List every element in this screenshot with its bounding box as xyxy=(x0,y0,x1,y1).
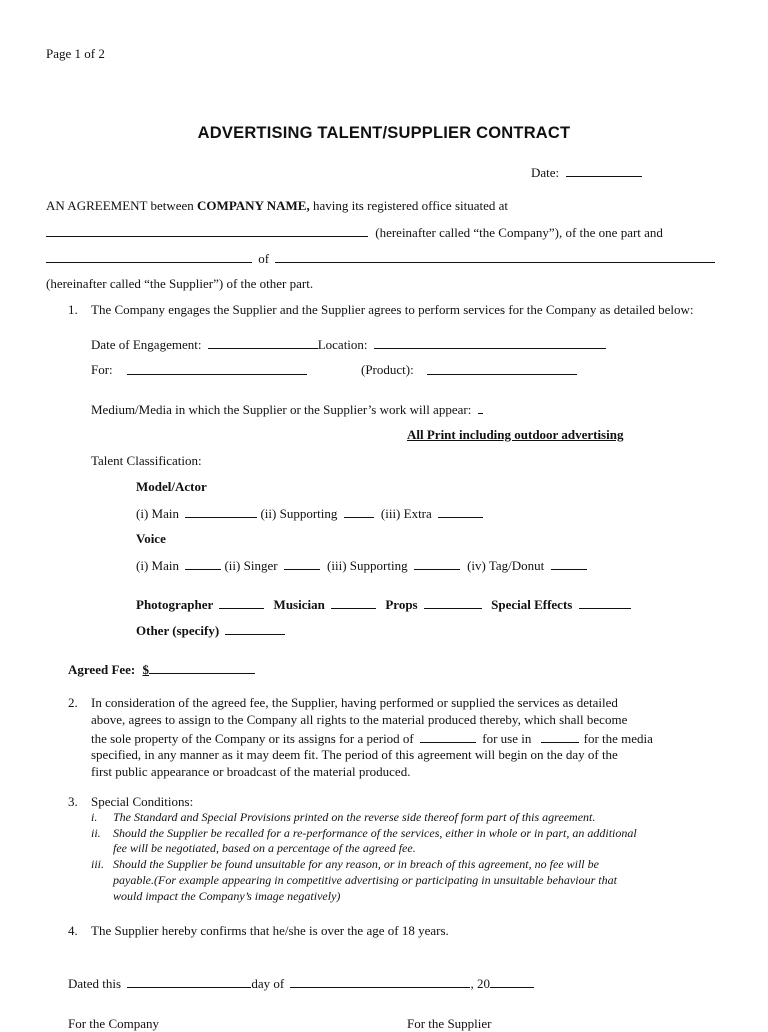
clause-2-line-1: In consideration of the agreed fee, the Supplier, having performed or supplied the services as detailed xyxy=(91,695,618,710)
date-of-engagement-blank[interactable] xyxy=(208,336,318,349)
model-supporting-blank[interactable] xyxy=(344,505,374,518)
model-main-blank[interactable] xyxy=(185,505,257,518)
clause-4-text: The Supplier hereby confirms that he/she is over the age of 18 years. xyxy=(91,923,449,938)
company-address-row xyxy=(46,224,663,241)
period-blank[interactable] xyxy=(420,730,476,743)
dated-month-blank[interactable] xyxy=(290,975,470,988)
product-blank[interactable] xyxy=(427,362,577,375)
use-in-blank[interactable] xyxy=(541,730,579,743)
special-effects-label: Special Effects xyxy=(491,597,573,612)
for-company-label: For the Company xyxy=(68,1016,159,1031)
voice-heading: Voice xyxy=(136,531,166,546)
clause-2-media-text: for the media xyxy=(583,731,653,746)
intro-text: AN AGREEMENT between xyxy=(46,198,198,213)
dated-day-blank[interactable] xyxy=(127,975,251,988)
voice-supporting-blank[interactable] xyxy=(414,557,460,570)
clause-2-line-5: first public appearance or broadcast of the material produced. xyxy=(91,764,411,779)
special-conditions-heading: Special Conditions: xyxy=(91,794,194,809)
location-label: Location: xyxy=(317,337,368,352)
model-main-label: (i) Main xyxy=(136,506,179,521)
model-actor-row xyxy=(136,505,483,522)
model-extra-blank[interactable] xyxy=(438,505,483,518)
dated-year-blank[interactable] xyxy=(490,975,534,988)
voice-tag-label: (iv) Tag/Donut xyxy=(467,558,545,573)
other-specify-blank[interactable] xyxy=(225,622,285,635)
company-called-text: (hereinafter called “the Company”), of the one part and xyxy=(375,225,663,240)
clause-2-line-4: specified, in any manner as it may deem fit. The period of this agreement will begin on the day of the xyxy=(91,747,618,762)
supplier-called-text: (hereinafter called “the Supplier”) of the other part. xyxy=(46,276,314,291)
voice-main-blank[interactable] xyxy=(185,557,221,570)
medium-row xyxy=(91,401,483,418)
voice-tag-blank[interactable] xyxy=(551,557,587,570)
medium-label: Medium/Media in which the Supplier or the Supplier’s work will appear: xyxy=(91,402,472,417)
model-supporting-label: (ii) Supporting xyxy=(260,506,338,521)
page-number: Page 1 of 2 xyxy=(46,46,105,61)
medium-blank[interactable] xyxy=(478,401,483,414)
voice-singer-blank[interactable] xyxy=(284,557,320,570)
agreed-fee-row xyxy=(68,661,255,678)
for-blank[interactable] xyxy=(127,362,307,375)
other-specify-row xyxy=(136,622,285,639)
for-label: For: xyxy=(91,362,113,377)
intro-text-2: having its registered office situated at xyxy=(309,198,509,213)
condition-iii-line-2: payable.(For example appearing in competitive advertising or participating in unsuitable behaviour that xyxy=(113,873,617,887)
dated-this-label: Dated this xyxy=(68,976,122,991)
agreed-fee-label: Agreed Fee: xyxy=(68,662,136,677)
location-blank[interactable] xyxy=(374,336,606,349)
clause-2-line-2: above, agrees to assign to the Company all rights to the material produced thereby, which shall become xyxy=(91,712,628,727)
engagement-row xyxy=(91,336,606,353)
company-name: COMPANY NAME, xyxy=(197,198,310,213)
condition-ii-number: ii. xyxy=(91,826,101,840)
condition-i-number: i. xyxy=(91,810,98,824)
clause-2-number: 2. xyxy=(68,695,78,710)
supplier-name-blank[interactable] xyxy=(46,250,252,263)
condition-ii-line-2: fee will be negotiated, based on a percentage of the agreed fee. xyxy=(113,841,416,855)
model-actor-heading: Model/Actor xyxy=(136,479,207,494)
date-field xyxy=(531,164,642,181)
dated-row xyxy=(68,975,534,992)
medium-value: All Print including outdoor advertising xyxy=(407,427,624,442)
musician-label: Musician xyxy=(273,597,325,612)
day-of-label: day of xyxy=(251,976,285,991)
model-extra-label: (iii) Extra xyxy=(380,506,432,521)
supplier-address-blank[interactable] xyxy=(275,250,715,263)
clause-1-number: 1. xyxy=(68,302,78,317)
clause-2-period-text: the sole property of the Company or its assigns for a period of xyxy=(91,731,414,746)
voice-singer-label: (ii) Singer xyxy=(224,558,278,573)
other-specify-label: Other (specify) xyxy=(136,623,220,638)
clause-1-text: The Company engages the Supplier and the Supplier agrees to perform services for the Company as detailed below: xyxy=(91,302,694,317)
supplier-row xyxy=(46,250,715,267)
condition-iii-line-1: Should the Supplier be found unsuitable for any reason, or in breach of this agreement, no fee will be xyxy=(113,857,599,871)
clause-3-number: 3. xyxy=(68,794,78,809)
date-blank[interactable] xyxy=(566,164,642,177)
musician-blank[interactable] xyxy=(331,596,376,609)
of-label: of xyxy=(258,251,270,266)
condition-i-line-1: The Standard and Special Provisions printed on the reverse side thereof form part of this agreement. xyxy=(113,810,596,824)
voice-row xyxy=(136,557,587,574)
photographer-label: Photographer xyxy=(136,597,214,612)
photographer-blank[interactable] xyxy=(219,596,264,609)
document-title: ADVERTISING TALENT/SUPPLIER CONTRACT xyxy=(197,124,571,142)
agreed-fee-blank[interactable] xyxy=(149,661,255,674)
year-prefix-label: , 20 xyxy=(470,976,490,991)
clause-2-line-3 xyxy=(91,730,653,747)
condition-ii-line-1: Should the Supplier be recalled for a re-performance of the services, either in whole or in part, an additional xyxy=(113,826,637,840)
clause-2-use-in-text: for use in xyxy=(482,731,532,746)
props-label: Props xyxy=(385,597,418,612)
product-label: (Product): xyxy=(361,362,414,377)
other-roles-row xyxy=(136,596,631,613)
for-supplier-label: For the Supplier xyxy=(407,1016,492,1031)
company-address-blank[interactable] xyxy=(46,224,368,237)
voice-main-label: (i) Main xyxy=(136,558,179,573)
agreement-intro xyxy=(46,198,508,214)
condition-iii-line-3: would impact the Company’s image negatively) xyxy=(113,889,341,903)
special-effects-blank[interactable] xyxy=(579,596,631,609)
props-blank[interactable] xyxy=(424,596,482,609)
voice-supporting-label: (iii) Supporting xyxy=(327,558,408,573)
agreed-fee-currency: $ xyxy=(142,662,150,677)
clause-4-number: 4. xyxy=(68,923,78,938)
date-of-engagement-label: Date of Engagement: xyxy=(91,337,202,352)
talent-classification-label: Talent Classification: xyxy=(91,453,202,468)
condition-iii-number: iii. xyxy=(91,857,105,871)
date-label: Date: xyxy=(531,165,560,180)
